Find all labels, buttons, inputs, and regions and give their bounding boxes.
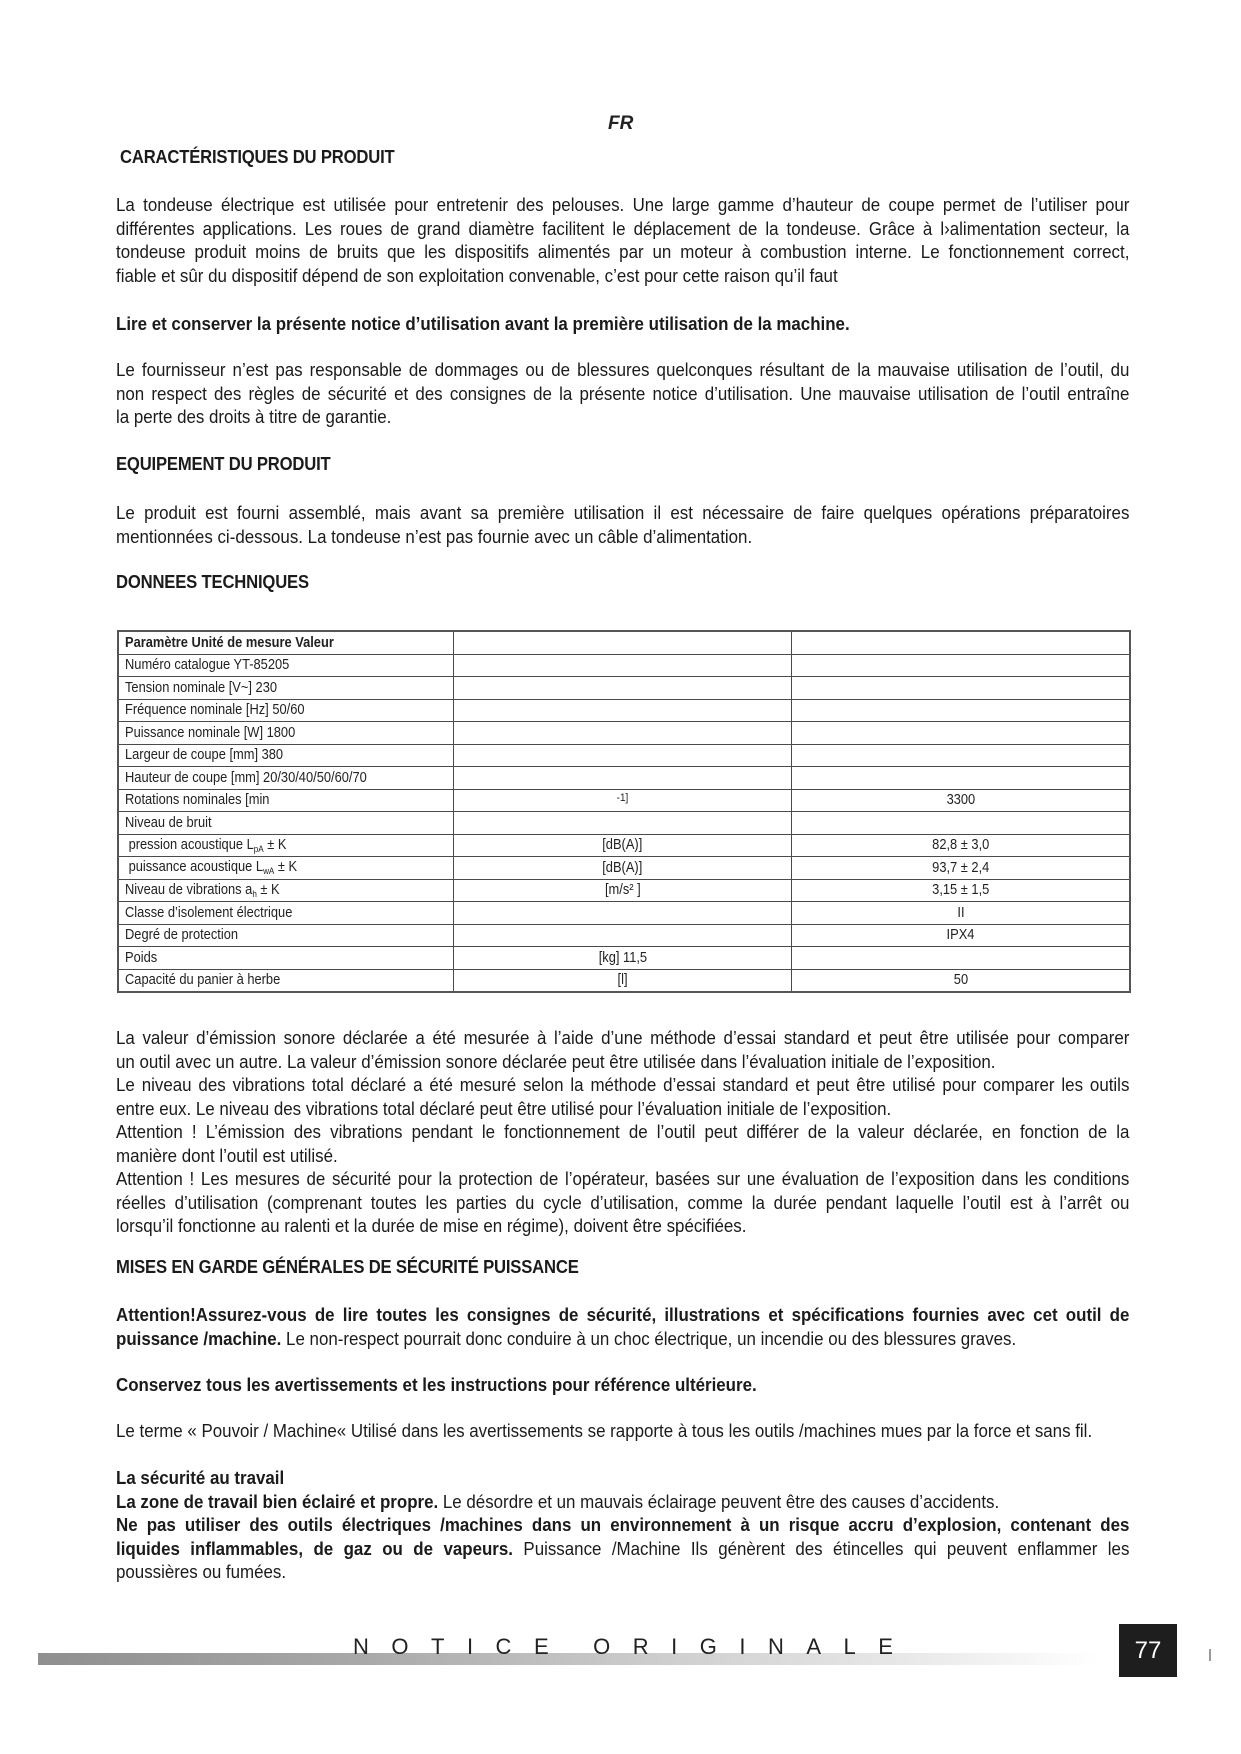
table-row <box>118 834 1130 857</box>
conserve-warnings <box>116 1373 1129 1397</box>
value-cell <box>792 812 1131 835</box>
section-title-equipement: EQUIPEMENT DU PRODUIT <box>116 453 331 474</box>
param-cell: Numéro catalogue YT-85205 <box>118 654 454 677</box>
page-number-box: 77 <box>1119 1624 1177 1677</box>
unit-cell <box>454 767 792 790</box>
table-row <box>118 924 1130 947</box>
unit-cell: [l] <box>454 969 792 992</box>
table-row <box>118 879 1130 902</box>
value-cell <box>792 722 1131 745</box>
text-line: Conservez tous les avertissements et les instructions pour référence ultérieure. <box>116 1374 757 1395</box>
footer-tick-mark <box>1209 1649 1211 1661</box>
read-notice-warning <box>116 312 1129 336</box>
unit-cell: [m/s² ] <box>454 879 792 902</box>
table-row <box>118 789 1130 812</box>
unit-cell: [dB(A)] <box>454 857 792 880</box>
table-row <box>118 744 1130 767</box>
param-cell: Poids <box>118 947 454 970</box>
param-cell: Largeur de coupe [mm] 380 <box>118 744 454 767</box>
unit-cell <box>454 654 792 677</box>
unit-cell <box>454 722 792 745</box>
unit-cell <box>454 924 792 947</box>
table-row <box>118 767 1130 790</box>
text-line: entre eux. Le niveau des vibrations total déclaré peut être utilisé pour l’évaluation initiale de l’exposition. <box>116 1097 892 1119</box>
table-header-cell <box>454 631 792 654</box>
section-title-mises-en-garde: MISES EN GARDE GÉNÉRALES DE SÉCURITÉ PUISSANCE <box>116 1256 579 1277</box>
section-title-caracteristiques: CARACTÉRISTIQUES DU PRODUIT <box>120 146 395 167</box>
text-line: la perte des droits à titre de garantie. <box>116 406 392 427</box>
param-cell: Puissance nominale [W] 1800 <box>118 722 454 745</box>
value-cell: IPX4 <box>792 924 1131 947</box>
unit-cell: [dB(A)] <box>454 834 792 857</box>
text-line: Attention!Assurez-vous de lire toutes les consignes de sécurité, illustrations et spécifications fournies avec cet outil de <box>116 1304 1130 1325</box>
table-header-row <box>118 631 1130 654</box>
text-line: réelles d’utilisation (comprenant toutes les parties du cycle d’utilisation, comme la durée pendant laquelle l’outil est à l’arrêt ou <box>116 1191 1130 1213</box>
text-line: La valeur d’émission sonore déclarée a été mesurée à l’aide d’une méthode d’essai standard et peut être utilisée pour comparer <box>116 1027 1130 1048</box>
unit-cell: [kg] 11,5 <box>454 947 792 970</box>
text-line: lorsqu’il fonctionne au ralenti et la durée de mise en régime), doivent être spécifiées. <box>116 1215 747 1236</box>
table-row <box>118 969 1130 992</box>
attention-paragraph <box>116 1303 1129 1350</box>
technical-data-table <box>117 630 1131 993</box>
footer-label <box>353 1634 915 1660</box>
text-line: poussières ou fumées. <box>116 1561 287 1582</box>
table-row <box>118 654 1130 677</box>
bold-notice-text: Lire et conserver la présente notice d’utilisation avant la première utilisation de la machine. <box>116 313 850 334</box>
footer-label-part: NOTICE <box>353 1634 572 1659</box>
table-header-cell <box>792 631 1131 654</box>
unit-cell: -1] <box>454 789 792 812</box>
value-cell <box>792 654 1131 677</box>
table-header-cell: Paramètre Unité de mesure Valeur <box>118 631 454 654</box>
text-line: Le terme « Pouvoir / Machine« Utilisé dans les avertissements se rapporte à tous les outils /machines mues par la force et sans fil. <box>116 1420 1093 1441</box>
unit-cell <box>454 744 792 767</box>
text-line: La zone de travail bien éclairé et propre. Le désordre et un mauvais éclairage peuvent être des causes d’accidents. <box>116 1490 1000 1512</box>
param-cell: pression acoustique $L_{pA} \pm K$ <box>118 834 454 857</box>
equipement-paragraph <box>116 501 1129 548</box>
text-line: mentionnées ci-dessous. La tondeuse n’est pas fournie avec un câble d’alimentation. <box>116 525 753 547</box>
param-cell: Hauteur de coupe [mm] 20/30/40/50/60/70 <box>118 767 454 790</box>
param-cell: Niveau de bruit <box>118 812 454 835</box>
param-cell: Classe d’isolement électrique <box>118 902 454 925</box>
value-cell <box>792 947 1131 970</box>
value-cell <box>792 744 1131 767</box>
text-line: puissance /machine. Le non-respect pourrait donc conduire à un choc électrique, un incendie ou des blessures graves. <box>116 1327 1017 1349</box>
emission-notes <box>116 1026 1129 1238</box>
value-cell <box>792 767 1131 790</box>
param-cell: Capacité du panier à herbe <box>118 969 454 992</box>
securite-travail-block <box>116 1466 1129 1584</box>
param-cell: puissance acoustique $L_{wA} \pm K$ <box>118 857 454 880</box>
param-cell: Fréquence nominale [Hz] 50/60 <box>118 699 454 722</box>
text-line: La tondeuse électrique est utilisée pour entretenir des pelouses. Une large gamme d’hauteur de coupe permet de l’utiliser pour <box>116 194 1130 215</box>
table-row <box>118 812 1130 835</box>
value-cell <box>792 677 1131 700</box>
unit-cell <box>454 812 792 835</box>
table-row <box>118 947 1130 970</box>
table-row <box>118 902 1130 925</box>
value-cell: II <box>792 902 1131 925</box>
section-title-donnees: DONNEES TECHNIQUES <box>116 571 309 592</box>
text-line: Attention ! L’émission des vibrations pendant le fonctionnement de l’outil peut différer de la valeur déclarée, en fonction de la <box>116 1121 1130 1142</box>
text-line: Le fournisseur n’est pas responsable de dommages ou de blessures quelconques résultant de la mauvaise utilisation de l’outil, du <box>116 359 1130 380</box>
value-cell: 3300 <box>792 789 1131 812</box>
value-cell <box>792 699 1131 722</box>
param-cell: Tension nominale [V~] 230 <box>118 677 454 700</box>
table-row <box>118 699 1130 722</box>
liability-paragraph <box>116 358 1129 429</box>
text-line: liquides inflammables, de gaz ou de vapeurs. Puissance /Machine Ils génèrent des étincelles qui peuvent enflammer les <box>116 1537 1130 1559</box>
language-label: FR <box>608 113 634 134</box>
value-cell: 50 <box>792 969 1131 992</box>
text-line: fiable et sûr du dispositif dépend de son exploitation convenable, c’est pour cette raison qu’il faut <box>116 264 838 286</box>
terme-paragraph <box>116 1419 1129 1443</box>
text-line: manière dont l’outil est utilisé. <box>116 1144 338 1166</box>
param-cell: Degré de protection <box>118 924 454 947</box>
text-line: Ne pas utiliser des outils électriques /machines dans un environnement à un risque accru d’explosion, contenant des <box>116 1514 1130 1535</box>
text-line: Le produit est fourni assemblé, mais avant sa première utilisation il est nécessaire de faire quelques opérations préparatoires <box>116 502 1130 523</box>
value-cell: 3,15 ± 1,5 <box>792 879 1131 902</box>
footer-label-part: ORIGINALE <box>593 1634 916 1659</box>
text-line: différentes applications. Les roues de grand diamètre facilitent le déplacement de la tondeuse. Grâce à l›alimentation secteur, la <box>116 217 1130 239</box>
text-line: Le niveau des vibrations total déclaré a été mesuré selon la méthode d’essai standard et peut être utilisé pour comparer les outils <box>116 1074 1130 1095</box>
text-line: tondeuse produit moins de bruits que les dispositifs alimentés par un moteur à combustion interne. Le fonctionnement correct, <box>116 241 1130 262</box>
table-row <box>118 722 1130 745</box>
subsection-title: La sécurité au travail <box>116 1467 285 1488</box>
unit-cell <box>454 699 792 722</box>
caracteristiques-paragraph <box>116 193 1129 287</box>
text-line: Attention ! Les mesures de sécurité pour la protection de l’opérateur, basées sur une évaluation de l’exposition dans les conditions <box>116 1168 1130 1189</box>
text-line: un outil avec un autre. La valeur d’émission sonore déclarée peut être utilisée dans l’évaluation initiale de l’exposition. <box>116 1050 996 1072</box>
table-row <box>118 677 1130 700</box>
param-cell: Niveau de vibrations $a_h \pm K$ <box>118 879 454 902</box>
value-cell: 93,7 ± 2,4 <box>792 857 1131 880</box>
table-row <box>118 857 1130 880</box>
value-cell: 82,8 ± 3,0 <box>792 834 1131 857</box>
unit-cell <box>454 902 792 925</box>
unit-cell <box>454 677 792 700</box>
param-cell: Rotations nominales [min <box>118 789 454 812</box>
text-line: non respect des règles de sécurité et des consignes de la présente notice d’utilisation. Une mauvaise utilisation de l’outil entraîne <box>116 382 1130 404</box>
